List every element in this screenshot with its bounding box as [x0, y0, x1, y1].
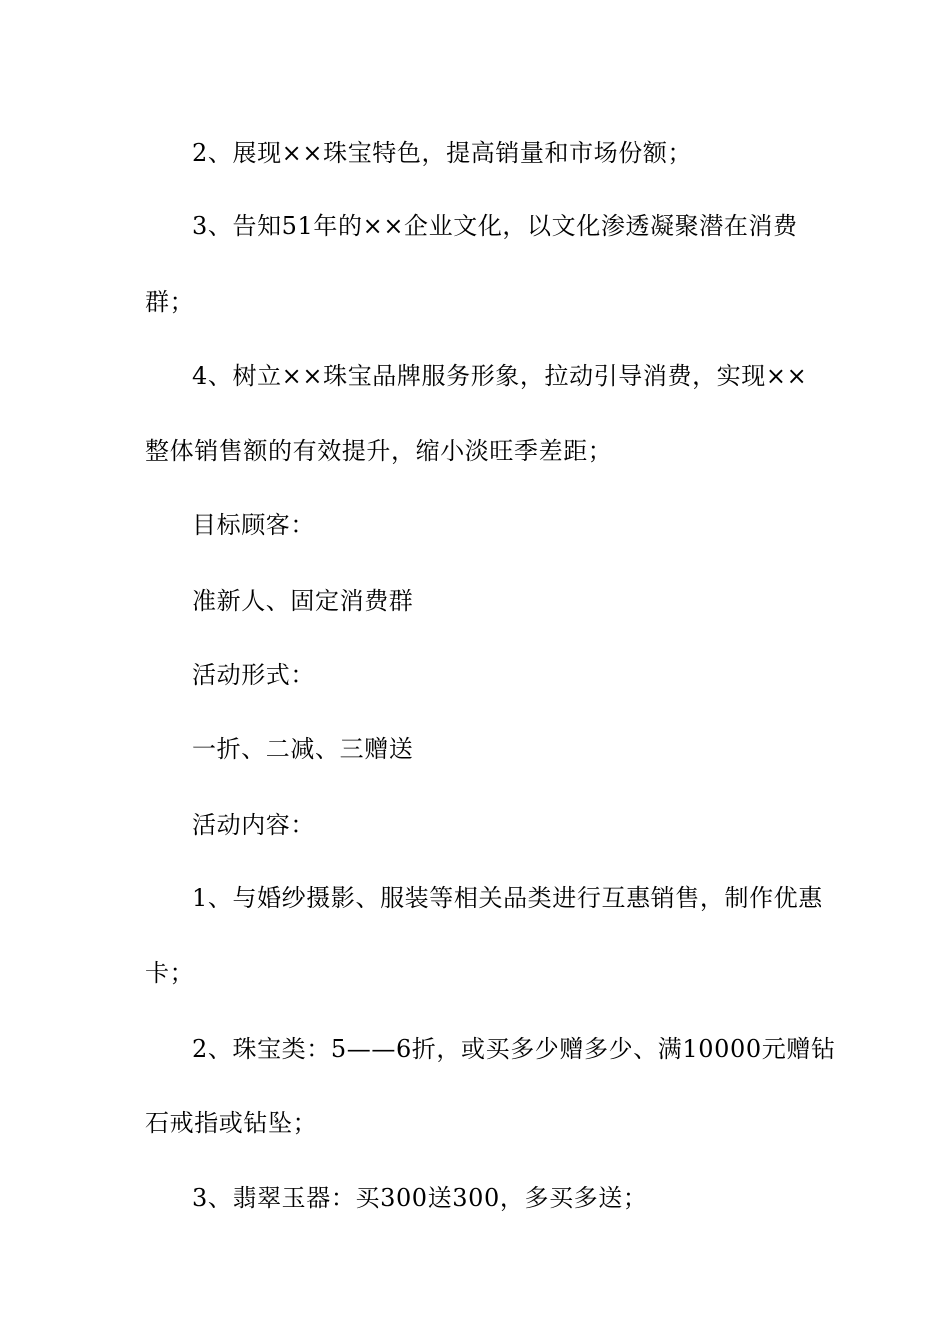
content-item-1-line2: 卡；	[145, 959, 195, 987]
content-item-2-line1: 2、珠宝类：5——6折，或买多少赠多少、满10000元赠钻	[192, 1035, 836, 1063]
target-customer-heading: 目标顾客：	[192, 511, 315, 539]
content-item-1-line1: 1、与婚纱摄影、服装等相关品类进行互惠销售，制作优惠	[192, 884, 823, 912]
activity-content-heading: 活动内容：	[192, 811, 315, 839]
goal-item-4-line1: 4、树立××珠宝品牌服务形象，拉动引导消费，实现××	[192, 362, 808, 390]
activity-form-heading: 活动形式：	[192, 661, 315, 689]
content-item-3: 3、翡翠玉器：买300送300，多买多送；	[192, 1184, 648, 1212]
goal-item-2: 2、展现××珠宝特色，提高销量和市场份额；	[192, 139, 693, 167]
goal-item-3-line2: 群；	[145, 288, 195, 316]
goal-item-4-line2: 整体销售额的有效提升，缩小淡旺季差距；	[145, 437, 613, 465]
target-customer-value: 准新人、固定消费群	[192, 587, 414, 615]
goal-item-3-line1: 3、告知51年的××企业文化，以文化渗透凝聚潜在消费	[192, 212, 798, 240]
activity-form-value: 一折、二减、三赠送	[192, 735, 414, 763]
content-item-2-line2: 石戒指或钻坠；	[145, 1109, 318, 1137]
